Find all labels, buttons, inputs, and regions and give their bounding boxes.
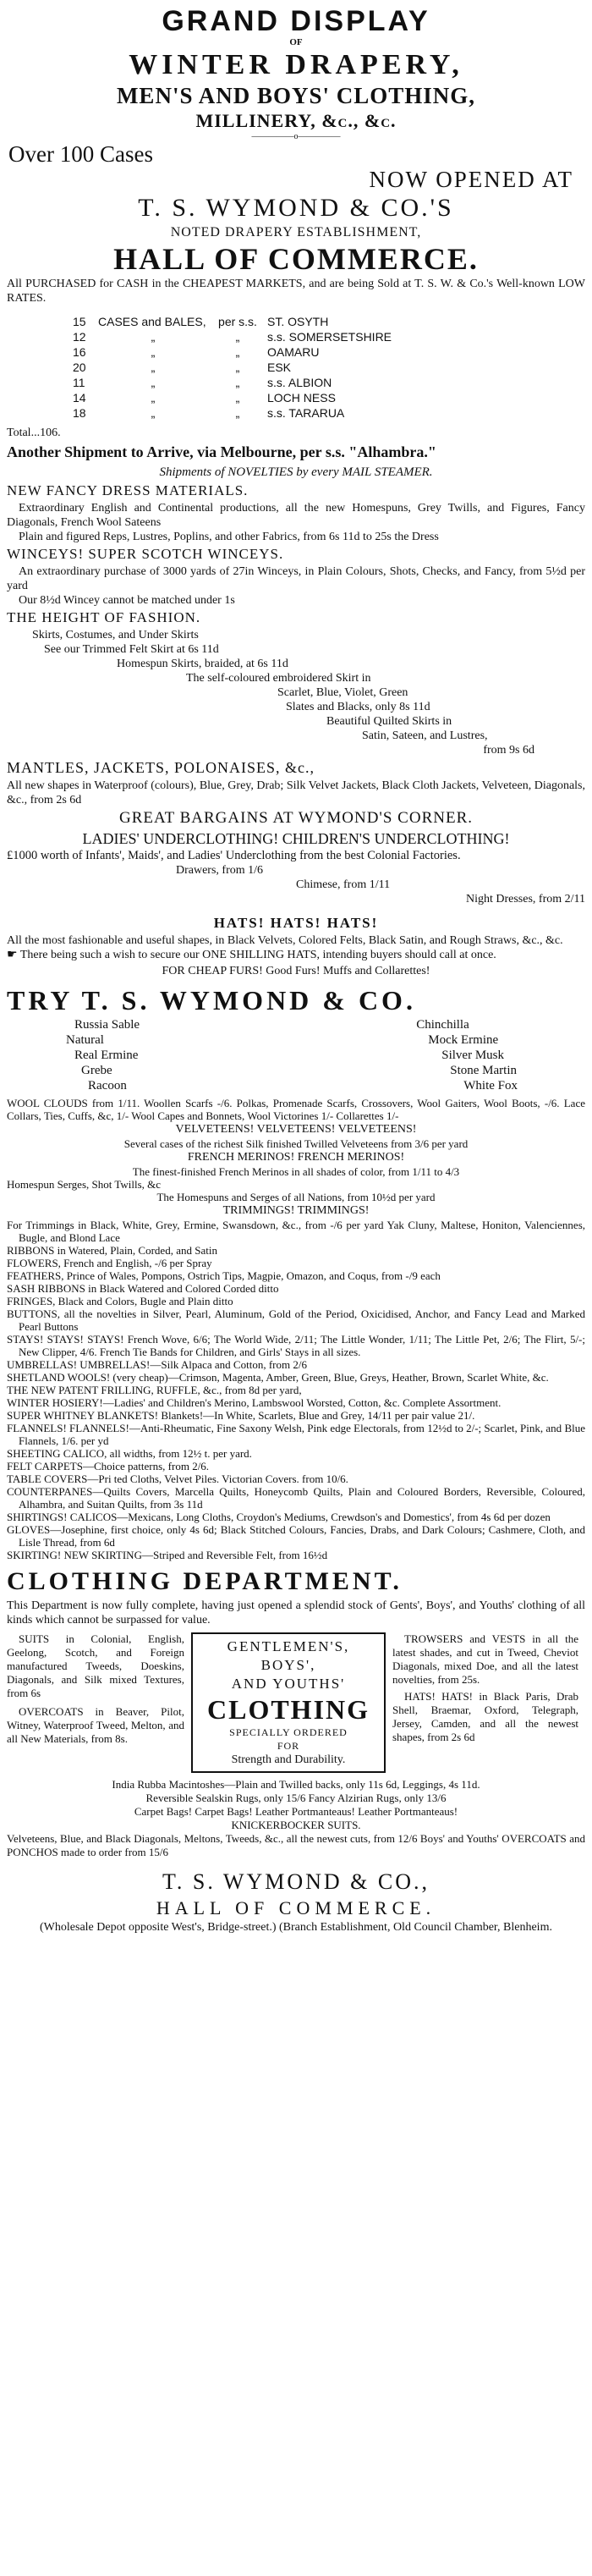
- clothing-intro: This Department is now fully complete, having just opened a splendid stock of Gents', Boys', and Youths' clothing of all kinds which cannot be surpassed for value.: [7, 1599, 585, 1627]
- shipment-per: „: [235, 391, 240, 405]
- goods-item: TABLE COVERS—Pri ted Cloths, Velvet Piles. Victorian Covers. from 10/6.: [7, 1472, 348, 1485]
- box-line: BOYS',: [260, 1657, 316, 1673]
- fur-item: Russia Sable: [74, 1018, 140, 1032]
- fashion-line: Satin, Sateen, and Lustres,: [362, 729, 488, 742]
- fashion-line: The self-coloured embroidered Skirt in: [186, 672, 371, 685]
- headline-firm: T. S. WYMOND & CO.'S: [138, 194, 454, 222]
- headline-now-opened: NOW OPENED AT: [369, 167, 573, 192]
- shipment-per: „: [235, 330, 240, 344]
- drawers-line: Drawers, from 1/6: [176, 864, 264, 877]
- divider-ornament: —————o—————: [251, 132, 341, 141]
- knicker-title: KNICKERBOCKER SUITS.: [231, 1819, 361, 1831]
- merinos-title: FRENCH MERINOS! FRENCH MERINOS!: [187, 1151, 405, 1164]
- shipment-count: 18: [73, 406, 86, 420]
- clothing-columns: [7, 1632, 585, 1773]
- clothing-box-ad: [191, 1632, 386, 1773]
- shipments-total: Total...106.: [7, 427, 61, 439]
- fashion-line: Beautiful Quilted Skirts in: [326, 715, 452, 728]
- winceys-body: An extraordinary purchase of 3000 yards of 27in Winceys, in Plain Colours, Shots, Checks, and Fancy, from 5½d per yard: [7, 565, 585, 592]
- suits-text: SUITS in Colonial, English, Geelong, Scotch, and Foreign manufactured Tweeds, Doeskins, Diagonals, and Silk mixed Textures, from 6s: [7, 1632, 184, 1699]
- box-line: FOR: [277, 1740, 300, 1752]
- dress-title: NEW FANCY DRESS MATERIALS.: [7, 482, 249, 498]
- goods-item: SASH RIBBONS in Black Watered and Colored Corded ditto: [7, 1282, 279, 1295]
- fur-item: Chinchilla: [416, 1018, 469, 1032]
- shipment-row: [73, 405, 585, 421]
- serges-line-2: The Homespuns and Serges of all Nations, from 10½d per yard: [156, 1191, 436, 1203]
- goods-item: For Trimmings in Black, White, Grey, Ermine, Swansdown, &c., from -/6 per yard Yak Cluny, Maltese, Honiton, Valenciennes, Bugle, and Blond Lace: [7, 1219, 585, 1244]
- winceys-title: WINCEYS! SUPER SCOTCH WINCEYS.: [7, 546, 284, 562]
- headline-grand-display: GRAND DISPLAY: [162, 5, 430, 37]
- hats-shilling: [7, 948, 585, 962]
- shipment-row: [73, 390, 585, 405]
- fashion-line: from 9s 6d: [483, 744, 534, 757]
- fur-item: Mock Ermine: [428, 1033, 499, 1047]
- shipment-row: [73, 314, 585, 329]
- fur-item: Racoon: [88, 1079, 127, 1093]
- shipment-unit: „: [151, 406, 156, 420]
- furs-right: [416, 1017, 518, 1093]
- serges-line: Homespun Serges, Shot Twills, &c: [7, 1178, 162, 1191]
- shipment-ship: LOCH NESS: [267, 391, 336, 405]
- shipment-unit: „: [151, 391, 156, 405]
- trowsers-text: TROWSERS and VESTS in all the latest shades, and cut in Tweed, Cheviot Diagonals, mixed Doe, and all the latest novelties, from 25s.: [392, 1632, 578, 1686]
- goods-item: SHETLAND WOOLS! (very cheap)—Crimson, Magenta, Amber, Green, Blue, Greys, Heather, Brown, Scarlet White, &c.: [7, 1371, 549, 1384]
- goods-item: THE NEW PATENT FRILLING, RUFFLE, &c., from 8d per yard,: [7, 1384, 302, 1396]
- shipment-unit: CASES and BALES,: [98, 315, 206, 328]
- clothing-left: [7, 1632, 184, 1773]
- goods-item: SHIRTINGS! CALICOS—Mexicans, Long Cloths, Croydon's Mediums, Crewdson's and Domestics', from 4s 6d per dozen: [7, 1511, 551, 1523]
- box-clothing: CLOTHING: [206, 1694, 370, 1725]
- box-line: Strength and Durability.: [231, 1753, 346, 1766]
- fur-item: Natural: [66, 1033, 104, 1047]
- pointing-hand-icon: ☛: [7, 949, 20, 961]
- headline-millinery: MILLINERY, &c., &c.: [195, 110, 397, 131]
- goods-item: UMBRELLAS! UMBRELLAS!—Silk Alpaca and Cotton, from 2/6: [7, 1358, 307, 1371]
- shipment-ship: s.s. ALBION: [267, 376, 332, 389]
- shipment-per: „: [235, 406, 240, 420]
- shipment-per: „: [235, 376, 240, 389]
- goods-item: STAYS! STAYS! STAYS! French Wove, 6/6; The World Wide, 2/11; The Little Wonder, 1/11; The Little Pet, 2/6; The Flirt, 5/-; New Clipper, 4/6. French Tie Bands for Children, and Girls' Stays in all sizes.: [7, 1333, 585, 1358]
- goods-item: FELT CARPETS—Choice patterns, from 2/6.: [7, 1460, 210, 1472]
- fashion-line: See our Trimmed Felt Skirt at 6s 11d: [44, 643, 219, 656]
- goods-item: SUPER WHITNEY BLANKETS! Blankets!—In White, Scarlets, Blue and Grey, 14/11 per pair value 21/.: [7, 1409, 475, 1422]
- furs-left: [41, 1017, 140, 1093]
- goods-item: GLOVES—Josephine, first choice, only 4s 6d; Black Stitched Colours, Fancies, Drabs, and Dark Colours; Cashmere, Cloth, and Lisle Thread, from 6d: [7, 1523, 585, 1549]
- fashion-line: Skirts, Costumes, and Under Skirts: [32, 629, 199, 641]
- headline-over-100: Over 100 Cases: [8, 141, 153, 167]
- purchased-text: All PURCHASED for CASH in the CHEAPEST MARKETS, and are being Sold at T. S. W. & Co.'s Well-known LOW RATES.: [7, 278, 585, 305]
- shipment-count: 14: [73, 391, 86, 405]
- chimese-line: Chimese, from 1/11: [296, 878, 391, 891]
- night-line: Night Dresses, from 2/11: [465, 893, 585, 905]
- goods-item: FEATHERS, Prince of Wales, Pompons, Ostrich Tips, Magpie, Omazon, and Coqus, from -/9 each: [7, 1269, 441, 1282]
- shipment-per: „: [235, 345, 240, 359]
- headline-of: OF: [289, 37, 303, 47]
- mantles-body: All new shapes in Waterproof (colours), Blue, Grey, Drab; Silk Velvet Jackets, Black Cloth Jackets, Velveteen, Diagonals, &c., from 2s 6d: [7, 779, 585, 806]
- fur-item: Silver Musk: [441, 1049, 505, 1062]
- shipment-ship: ESK: [267, 361, 292, 374]
- underclothing-title: LADIES' UNDERCLOTHING! CHILDREN'S UNDERCLOTHING!: [82, 830, 510, 847]
- fashion-line: Homespun Skirts, braided, at 6s 11d: [117, 658, 288, 670]
- shipment-unit: „: [151, 330, 156, 344]
- another-shipment: Another Shipment to Arrive, via Melbourne, per s.s. "Alhambra.": [7, 443, 436, 460]
- box-line: GENTLEMEN'S,: [227, 1638, 350, 1654]
- shipment-ship: s.s. TARARUA: [267, 406, 345, 420]
- shipment-ship: ST. OSYTH: [267, 315, 329, 328]
- overcoats-text: OVERCOATS in Beaver, Pilot, Witney, Waterproof Tweed, Melton, and all New Materials, from 8s.: [7, 1705, 184, 1745]
- dress-plain: Plain and figured Reps, Lustres, Poplins, and other Fabrics, from 6s 11d to 25s the Dress: [19, 531, 439, 543]
- fur-item: Stone Martin: [450, 1064, 517, 1077]
- headline-noted: NOTED DRAPERY ESTABLISHMENT,: [170, 225, 422, 239]
- shipment-per: „: [235, 361, 240, 374]
- shipment-row: [73, 329, 585, 344]
- mantles-title: MANTLES, JACKETS, POLONAISES, &c.,: [7, 759, 315, 776]
- headline-winter-drapery: WINTER DRAPERY,: [129, 49, 463, 80]
- fur-item: Real Ermine: [74, 1049, 139, 1062]
- winceys-our: Our 8½d Wincey cannot be matched under 1s: [19, 594, 235, 607]
- underclothing-worth: £1000 worth of Infants', Maids', and Ladies' Underclothing from the best Colonial Factories.: [7, 849, 461, 862]
- goods-item: WINTER HOSIERY!—Ladies' and Children's Merino, Lambswool Worsted, Cotton, &c. Complete Assortment.: [7, 1396, 502, 1409]
- footer-depot: (Wholesale Depot opposite West's, Bridge-street.) (Branch Establishment, Old Council Chamber, Blenheim.: [40, 1921, 552, 1934]
- footer-firm: T. S. WYMOND & CO.,: [162, 1869, 430, 1894]
- box-line: AND YOUTHS': [231, 1676, 346, 1692]
- dress-body: Extraordinary English and Continental productions, all the new Homespuns, Grey Twills, and Figures, Fancy Diagonals, French Wool Sateens: [7, 502, 585, 529]
- shipment-ship: s.s. SOMERSETSHIRE: [267, 330, 392, 344]
- hats-furs: FOR CHEAP FURS! Good Furs! Muffs and Collarettes!: [162, 965, 430, 977]
- fur-item: Grebe: [81, 1064, 112, 1077]
- shipments-list: [73, 314, 585, 421]
- velveteens-body: Several cases of the richest Silk finished Twilled Velveteens from 3/6 per yard: [123, 1137, 469, 1150]
- shipment-row: [73, 344, 585, 360]
- shipment-count: 12: [73, 330, 86, 344]
- velveteens-title: VELVETEENS! VELVETEENS! VELVETEENS!: [175, 1123, 417, 1136]
- goods-item: FLOWERS, French and English, -/6 per Spray: [7, 1257, 212, 1269]
- velvets-line: Velveteens, Blue, and Black Diagonals, Meltons, Tweeds, &c., all the newest cuts, from 12/6 Boys' and Youths' OVERCOATS and PONCHOS made to order from 15/6: [7, 1832, 585, 1858]
- novelties-line: Shipments of NOVELTIES by every MAIL STEAMER.: [159, 465, 433, 479]
- carpet-line: Carpet Bags! Carpet Bags! Leather Portmanteaus! Leather Portmanteaus!: [134, 1805, 458, 1818]
- fashion-line: Slates and Blacks, only 8s 11d: [286, 701, 430, 713]
- goods-list: [7, 1219, 585, 1561]
- headline-mens-clothing: MEN'S AND BOYS' CLOTHING,: [116, 83, 476, 108]
- fur-item: White Fox: [463, 1079, 518, 1093]
- rubber-line: India Rubba Macintoshes—Plain and Twilled backs, only 11s 6d, Leggings, 4s 11d.: [112, 1778, 480, 1791]
- try-title: TRY T. S. WYMOND & CO.: [7, 985, 416, 1016]
- hats-clothing-text: HATS! HATS! in Black Paris, Drab Shell, Braemar, Oxford, Telegraph, Jersey, Camden, and all the newest shapes, from 2s 6d: [392, 1690, 578, 1743]
- bargains-title: GREAT BARGAINS AT WYMOND'S CORNER.: [118, 809, 473, 827]
- clothing-box: [191, 1632, 386, 1773]
- goods-item: RIBBONS in Watered, Plain, Corded, and Satin: [7, 1244, 217, 1257]
- headline-hall-of-commerce: HALL OF COMMERCE.: [113, 242, 479, 276]
- shipment-unit: „: [151, 345, 156, 359]
- shipment-row: [73, 360, 585, 375]
- fashion-title: THE HEIGHT OF FASHION.: [7, 609, 201, 625]
- shipment-count: 20: [73, 361, 86, 374]
- shipment-count: 15: [73, 315, 86, 328]
- shipment-count: 16: [73, 345, 86, 359]
- shipment-row: [73, 375, 585, 390]
- fashion-line: Scarlet, Blue, Violet, Green: [277, 686, 408, 699]
- clothing-right: [392, 1632, 578, 1773]
- trimmings-title: TRIMMINGS! TRIMMINGS!: [222, 1204, 370, 1217]
- shipment-unit: „: [151, 376, 156, 389]
- box-line: SPECIALLY ORDERED: [229, 1726, 348, 1738]
- merinos-body: The finest-finished French Merinos in all shades of color, from 1/11 to 4/3: [132, 1165, 460, 1178]
- wool-clouds: WOOL CLOUDS from 1/11. Woollen Scarfs -/6. Polkas, Promenade Scarfs, Crossovers, Wool Gaiters, Wool Boots, -/6. Lace Collars, Ties, Cuffs, &c, 1/- Wool Capes and Bonnets, Wool Victorines 1/- Collarettes 1/-: [7, 1097, 585, 1122]
- advertisement: [7, 0, 585, 1935]
- clothing-title: CLOTHING DEPARTMENT.: [7, 1567, 403, 1595]
- shipment-count: 11: [73, 376, 85, 389]
- shipment-per: per s.s.: [218, 315, 257, 328]
- goods-item: SHEETING CALICO, all widths, from 12½ t. per yard.: [7, 1447, 252, 1460]
- rugs-line: Reversible Sealskin Rugs, only 15/6 Fancy Alzirian Rugs, only 13/6: [145, 1792, 447, 1804]
- goods-item: COUNTERPANES—Quilts Covers, Marcella Quilts, Honeycomb Quilts, Plain and Coloured Borders, Reversible, Coloured, Alhambra, and Suitan Quilts, from 3s 11d: [7, 1485, 585, 1511]
- furs-columns: [7, 1017, 585, 1093]
- hats-title: HATS! HATS! HATS!: [213, 915, 379, 931]
- goods-item: SKIRTING! NEW SKIRTING—Striped and Reversible Felt, from 16½d: [7, 1549, 328, 1561]
- hats-shilling-text: There being such a wish to secure our ONE SHILLING HATS, intending buyers should call at once.: [19, 949, 496, 961]
- goods-item: BUTTONS, all the novelties in Silver, Pearl, Aluminum, Gold of the Period, Oxicidised, Anchor, and Fancy Lead and Marked Pearl Buttons: [7, 1307, 585, 1333]
- shipment-ship: OAMARU: [267, 345, 320, 359]
- goods-item: FRINGES, Black and Colors, Bugle and Plain ditto: [7, 1295, 233, 1307]
- hats-body: All the most fashionable and useful shapes, in Black Velvets, Colored Felts, Black Satin, and Rough Straws, &c., &c.: [7, 934, 563, 947]
- footer-hall: HALL OF COMMERCE.: [156, 1897, 436, 1918]
- shipment-unit: „: [151, 361, 156, 374]
- goods-item: FLANNELS! FLANNELS!—Anti-Rheumatic, Fine Saxony Welsh, Pink edge Electorals, from 12½d to 2/-; Scarlet, Pink, and Blue Flannels, 1/6. per yd: [7, 1422, 585, 1447]
